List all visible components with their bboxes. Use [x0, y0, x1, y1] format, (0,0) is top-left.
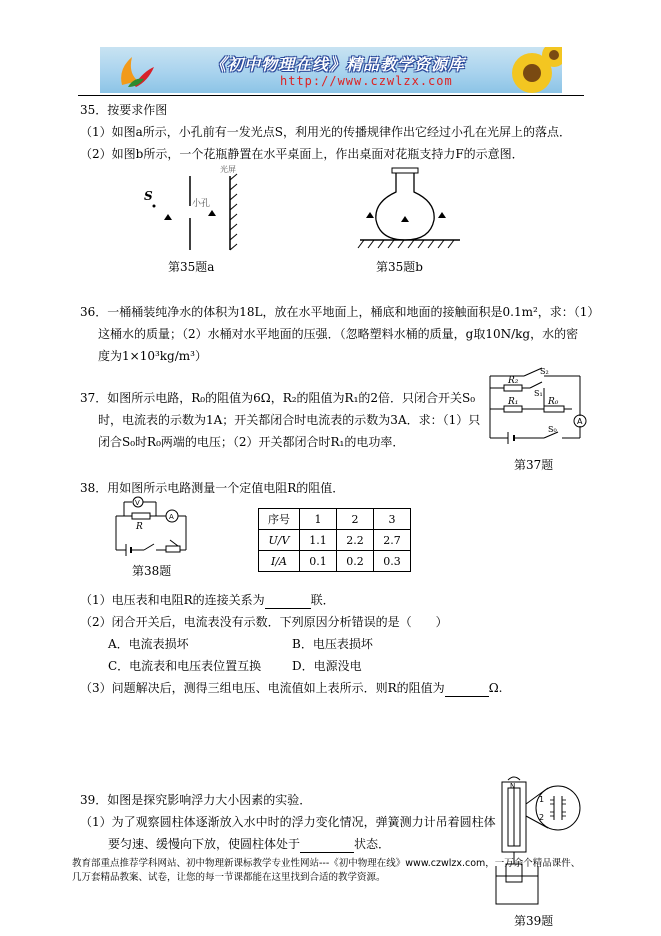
fig39-tick2: 2 [539, 813, 545, 822]
fig37-s1: S₁ [534, 389, 543, 398]
fig37-r1: R₁ [508, 397, 519, 407]
footer-line2: 几万套精品教案、试卷，让您的每一节课都能在这里找到合适的教学资源。 [72, 872, 386, 883]
fig37-ammeter: A [577, 417, 583, 426]
figure-38-circuit [108, 496, 194, 556]
fig38-ammeter: A [169, 513, 174, 521]
sunflower-icon [492, 47, 562, 93]
q37-line3: 闭合S₀时R₀两端的电压；（2）开关都闭合时R₁的电功率． [98, 435, 405, 449]
fig37-s0: S₀ [548, 425, 557, 434]
answer-blank[interactable] [445, 680, 489, 697]
fig38-r: R [136, 522, 143, 532]
q38-data-table [258, 508, 411, 572]
q35-heading: 35．按要求作图 [80, 103, 168, 117]
q38-option-a: A．电流表损坏 [108, 637, 189, 651]
fig35a-screen-label: 光屏 [220, 165, 236, 174]
q36-line2: 这桶水的质量；（2）水桶对水平地面的压强．（忽略塑料水桶的质量，g取10N/kg，水的密 [98, 327, 579, 341]
fig38-caption: 第38题 [132, 564, 172, 578]
fig37-s2: S₂ [540, 367, 549, 376]
fig37-r0: R₀ [548, 397, 559, 407]
figure-35b [356, 162, 466, 252]
answer-blank[interactable] [265, 592, 311, 609]
table-cell: 1 [300, 509, 337, 530]
table-row [259, 509, 411, 530]
table-cell: 0.3 [374, 551, 411, 572]
table-cell: U/V [259, 530, 300, 551]
q39-part1: （1）为了观察圆柱体逐渐放入水中时的浮力变化情况，弹簧测力计吊着圆柱体 [80, 815, 496, 829]
table-cell: 3 [374, 509, 411, 530]
table-cell: I/A [259, 551, 300, 572]
q38-option-d: D．电源没电 [292, 659, 362, 673]
table-row [259, 551, 411, 572]
table-cell: 序号 [259, 509, 300, 530]
answer-blank[interactable] [300, 836, 354, 853]
table-cell: 0.1 [300, 551, 337, 572]
q36-line3: 度为1×10³kg/m³） [98, 349, 207, 363]
q39-part1-cont [108, 836, 390, 853]
q39-heading: 39．如图是探究影响浮力大小因素的实验． [80, 793, 312, 807]
table-cell: 0.2 [337, 551, 374, 572]
fig39-tick1: 1 [539, 795, 545, 804]
table-cell: 2.7 [374, 530, 411, 551]
q38-heading: 38．用如图所示电路测量一个定值电阻R的阻值． [80, 481, 345, 495]
banner-url[interactable]: http://www.czwlzx.com [280, 74, 453, 88]
q38-part1-suffix: 联． [310, 593, 335, 607]
fig37-caption: 第37题 [514, 458, 554, 472]
fig35b-caption: 第35题b [376, 260, 423, 274]
figure-39-spring-scale [494, 774, 584, 908]
q37-line2: 时，电流表的示数为1A；开关都闭合时电流表的示数为3A．求：（1）只 [98, 413, 481, 427]
header-rule [78, 95, 584, 96]
banner-title: 《初中物理在线》精品教学资源库 [210, 55, 466, 74]
q38-part3-suffix: Ω. [488, 681, 503, 695]
q35-part1: （1）如图a所示，小孔前有一发光点S，利用光的传播规律作出它经过小孔在光屏上的落点． [80, 125, 572, 139]
q38-part1-text: （1）电压表和电阻R的连接关系为 [80, 593, 265, 607]
q39-part1b-suffix: 状态． [354, 837, 391, 851]
fig39-caption: 第39题 [514, 914, 554, 928]
table-cell: 1.1 [300, 530, 337, 551]
q36-line1: 36．一桶桶装纯净水的体积为18L，放在水平地面上，桶底和地面的接触面积是0.1m²，求：（1） [80, 305, 600, 319]
fig35a-caption: 第35题a [168, 260, 215, 274]
table-cell: 2.2 [337, 530, 374, 551]
fig35a-hole-label: 小孔 [192, 199, 211, 209]
footer-line1: 教育部重点推荐学科网站、初中物理新课标教学专业性网站---《初中物理在线》www.czwlzx.com，一万余个精品课件、 [72, 858, 581, 869]
figure-35a [140, 162, 250, 252]
footer-note [72, 857, 580, 885]
q38-part3 [80, 680, 502, 697]
q38-part3-text: （3）问题解决后，测得三组电压、电流值如上表所示．则R的阻值为 [80, 681, 445, 695]
q38-option-b: B．电压表损坏 [292, 637, 373, 651]
fig37-r2: R₂ [508, 376, 519, 386]
q37-line1: 37．如图所示电路，R₀的阻值为6Ω，R₂的阻值为R₁的2倍．只闭合开关S₀ [80, 391, 476, 405]
q39-part1b-text: 要匀速、缓慢向下放，使圆柱体处于 [108, 837, 301, 851]
figure-37-circuit [484, 366, 596, 446]
q38-part2: （2）闭合开关后，电流表没有示数．下列原因分析错误的是（ ） [80, 615, 448, 629]
q38-part1 [80, 592, 335, 609]
fig38-voltmeter: V [135, 499, 140, 507]
header-banner [100, 47, 562, 93]
logo-icon [114, 51, 158, 89]
fig39-n-label: N [510, 782, 516, 790]
table-cell: 2 [337, 509, 374, 530]
q38-option-c: C．电流表和电压表位置互换 [108, 659, 262, 673]
q35-part2: （2）如图b所示，一个花瓶静置在水平桌面上，作出桌面对花瓶支持力F的示意图． [80, 147, 524, 161]
table-row [259, 530, 411, 551]
fig35a-s-label: S [144, 189, 153, 203]
